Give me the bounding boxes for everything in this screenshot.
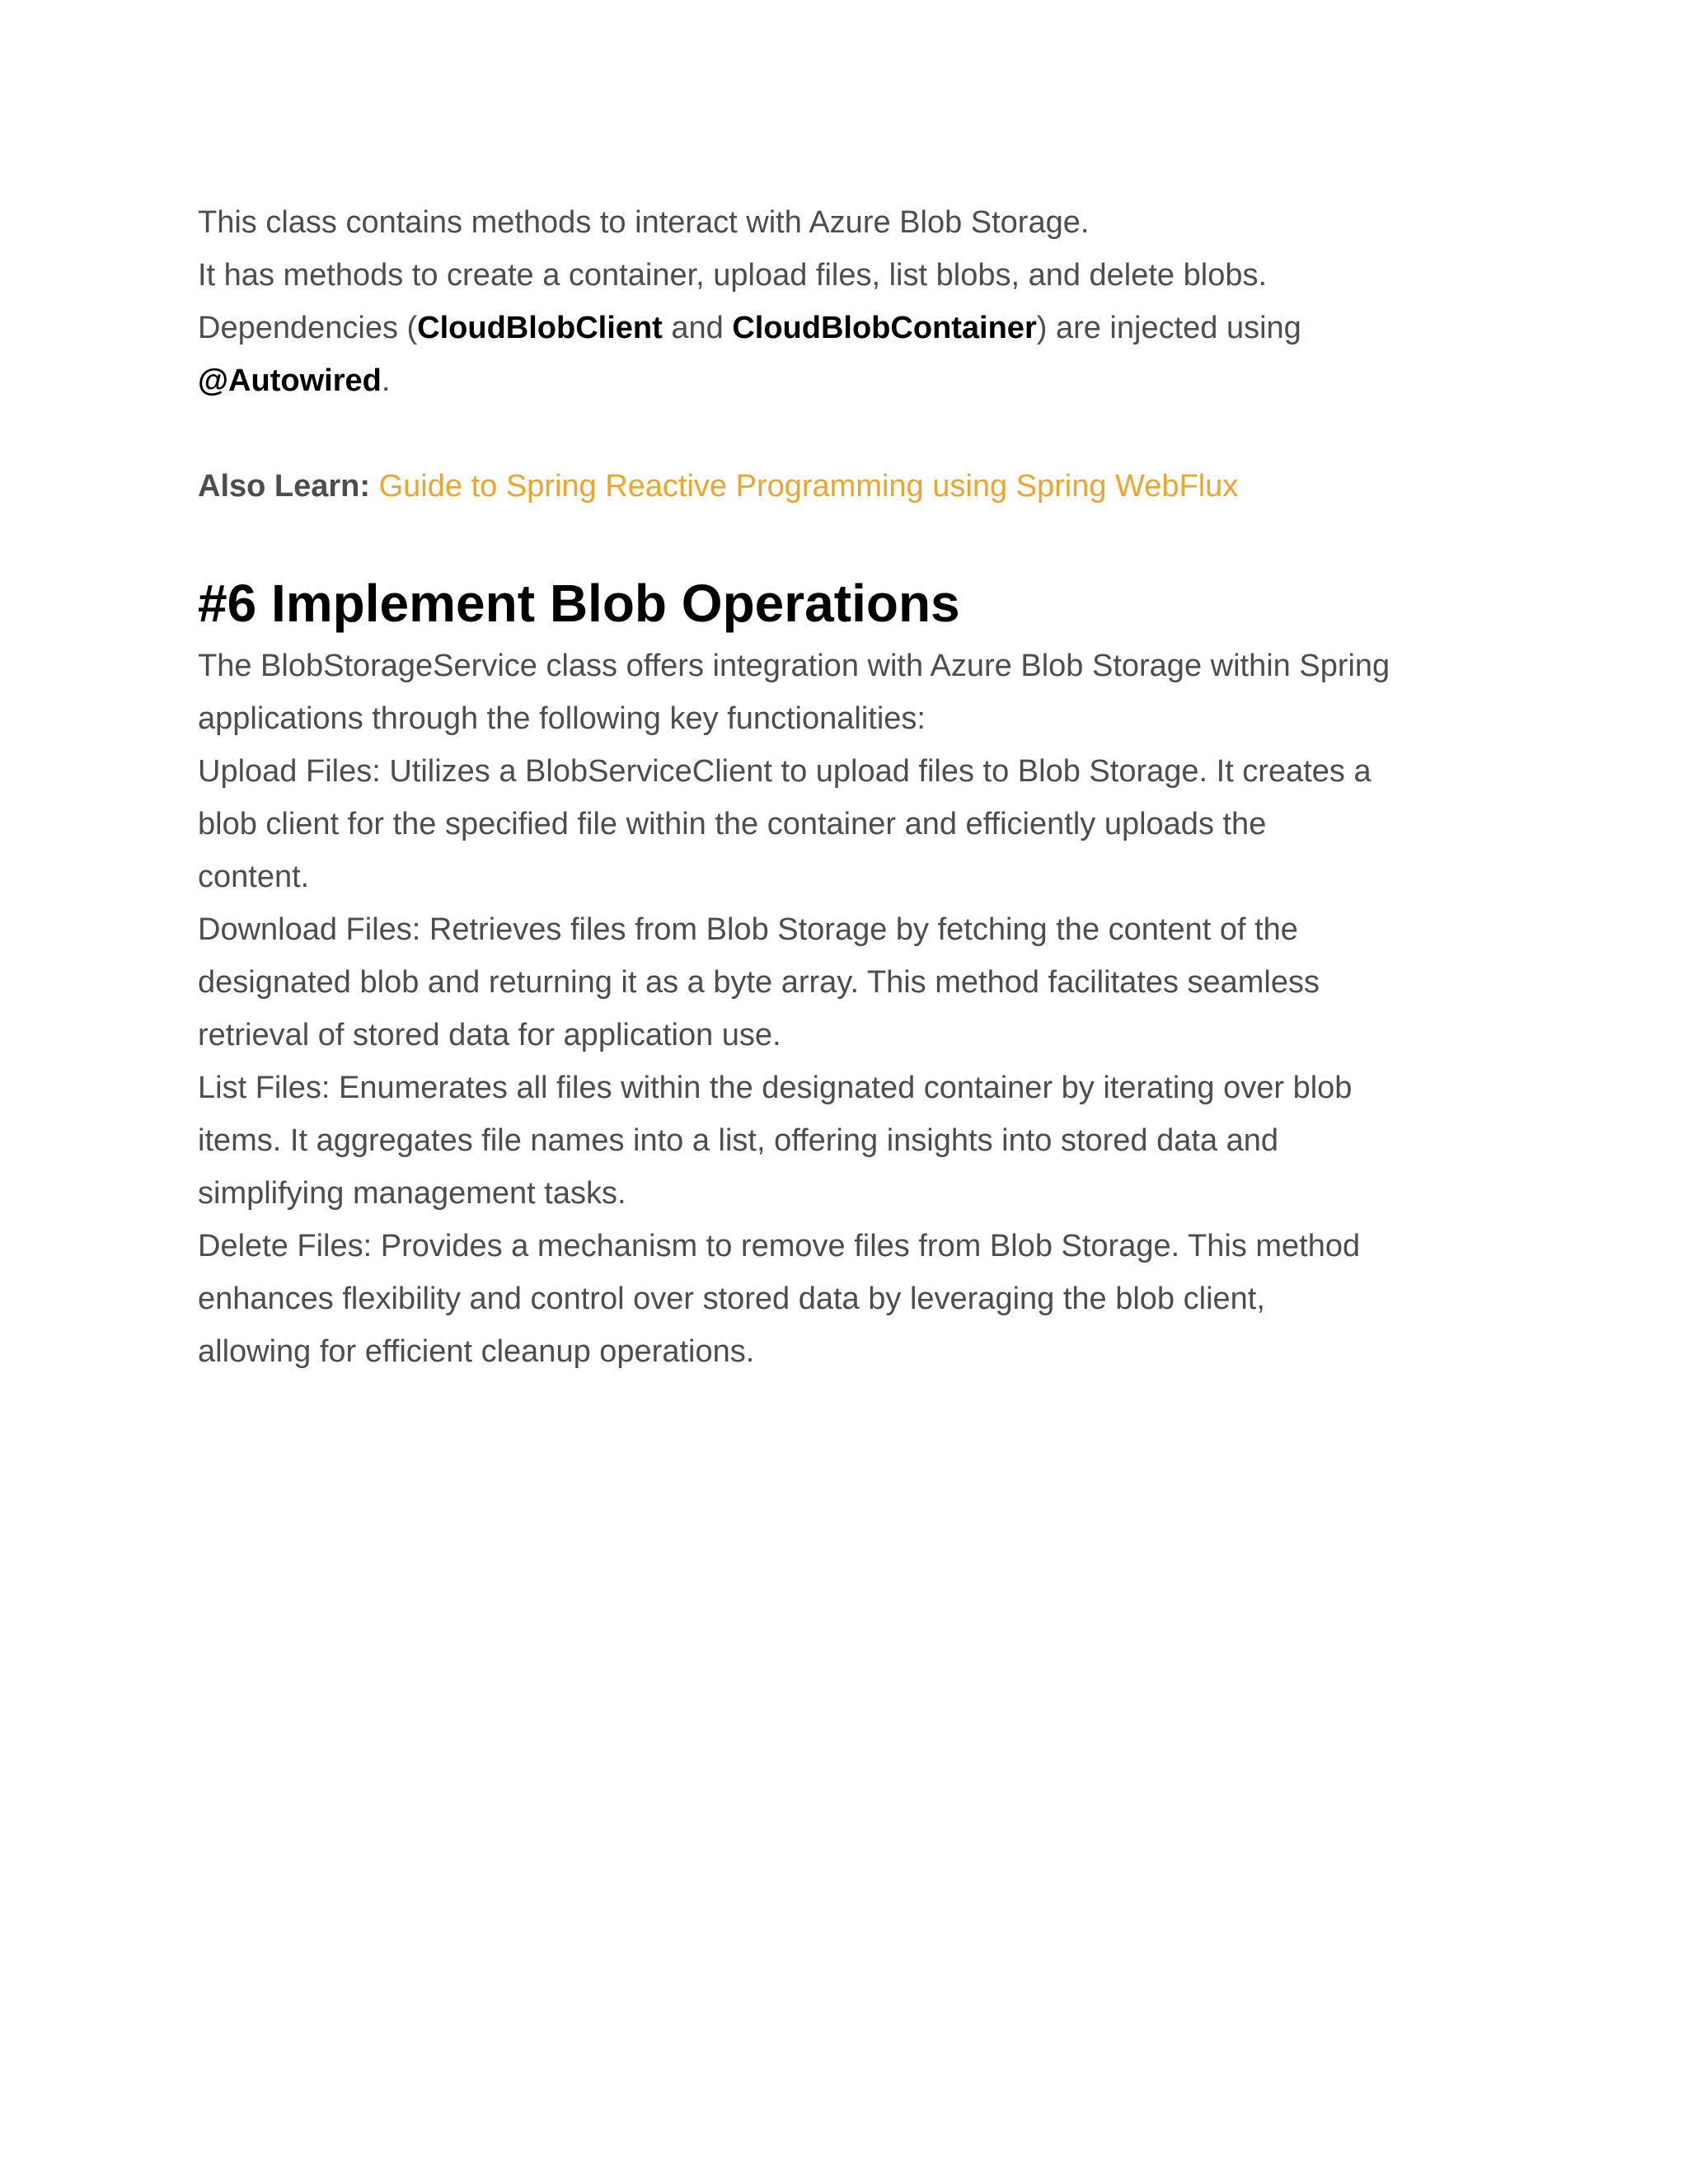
body-line: blob client for the specified file within the container and efficiently uploads the: [198, 807, 1267, 841]
cloud-blob-container-term: CloudBlobContainer: [732, 311, 1037, 345]
section-body: [198, 640, 1500, 1378]
also-learn-link[interactable]: Guide to Spring Reactive Programming using Spring WebFlux: [378, 469, 1239, 504]
autowired-term: @Autowired: [198, 363, 382, 398]
also-learn: [198, 460, 1500, 513]
body-line: content.: [198, 860, 310, 894]
section-heading: #6 Implement Blob Operations: [198, 574, 960, 633]
cloud-blob-client-term: CloudBlobClient: [417, 311, 663, 345]
intro-line-1: This class contains methods to interact with Azure Blob Storage.: [198, 205, 1090, 240]
body-line: applications through the following key functionalities:: [198, 701, 926, 736]
intro-line-3-suffix: ) are injected using: [1036, 311, 1301, 345]
intro-line-3: [198, 302, 1500, 354]
intro-line-2: It has methods to create a container, upload files, list blobs, and delete blobs.: [198, 258, 1268, 293]
body-line: retrieval of stored data for application use.: [198, 1018, 781, 1052]
body-line: List Files: Enumerates all files within the designated container by iterating over blob: [198, 1071, 1353, 1105]
body-line: Download Files: Retrieves files from Blob Storage by fetching the content of the: [198, 912, 1298, 947]
body-line: Delete Files: Provides a mechanism to remove files from Blob Storage. This method: [198, 1229, 1361, 1263]
intro-line-3-and: and: [662, 311, 733, 345]
paragraph-gap: [198, 407, 1500, 460]
body-line: designated blob and returning it as a byte array. This method facilitates seamless: [198, 965, 1320, 1000]
also-learn-label: Also Learn:: [198, 469, 371, 504]
document-page: [198, 196, 1500, 1378]
intro-line-3-prefix: Dependencies (: [198, 311, 418, 345]
intro-line-4: [198, 354, 1500, 407]
body-line: allowing for efficient cleanup operations.: [198, 1334, 755, 1369]
body-line: Upload Files: Utilizes a BlobServiceClient to upload files to Blob Storage. It creates a: [198, 754, 1372, 789]
body-line: items. It aggregates file names into a list, offering insights into stored data and: [198, 1123, 1279, 1158]
body-line: enhances flexibility and control over stored data by leveraging the blob client,: [198, 1282, 1265, 1316]
body-line: The BlobStorageService class offers integration with Azure Blob Storage within Spring: [198, 649, 1390, 683]
intro-paragraph: [198, 196, 1500, 407]
intro-line-4-period: .: [381, 363, 391, 398]
body-line: simplifying management tasks.: [198, 1176, 626, 1211]
